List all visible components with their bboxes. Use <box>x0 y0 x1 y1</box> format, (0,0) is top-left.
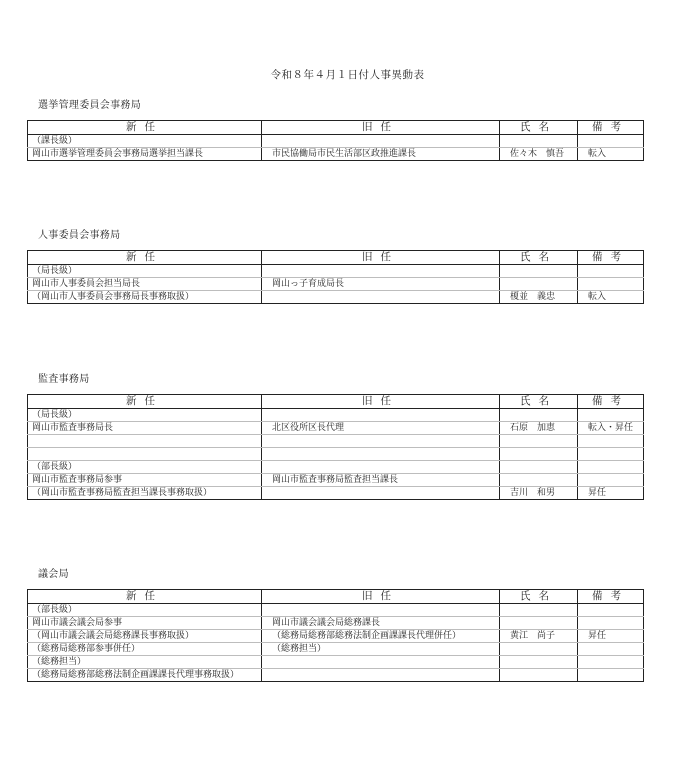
cell-new: （部長級） <box>28 604 262 617</box>
table-header-row <box>28 121 644 135</box>
table-row <box>28 448 644 461</box>
cell-name <box>500 409 578 422</box>
cell-note <box>578 643 644 656</box>
table-header-row <box>28 251 644 265</box>
cell-note <box>578 461 644 474</box>
cell-name <box>500 604 578 617</box>
header-old: 旧任 <box>262 590 500 604</box>
cell-name <box>500 461 578 474</box>
cell-new: 岡山市人事委員会担当局長 <box>28 278 262 291</box>
cell-name <box>500 448 578 461</box>
cell-old: 岡山っ子育成局長 <box>262 278 500 291</box>
table-row <box>28 435 644 448</box>
cell-new <box>28 448 262 461</box>
roster-table-audit <box>27 394 644 500</box>
cell-new: （岡山市監査事務局監査担当課長事務取扱） <box>28 487 262 500</box>
table-header-row <box>28 590 644 604</box>
cell-name <box>500 135 578 148</box>
table-row <box>28 135 644 148</box>
cell-new: （総務担当） <box>28 656 262 669</box>
cell-name: 吉川 和男 <box>500 487 578 500</box>
cell-old: 市民協働局市民生活部区政推進課長 <box>262 148 500 161</box>
table-row <box>28 669 644 682</box>
header-new: 新任 <box>28 590 262 604</box>
cell-note <box>578 604 644 617</box>
table-row <box>28 461 644 474</box>
header-note: 備考 <box>578 121 644 135</box>
cell-note <box>578 617 644 630</box>
section-title-election: 選挙管理委員会事務局 <box>38 100 141 111</box>
cell-new: （局長級） <box>28 409 262 422</box>
header-old: 旧任 <box>262 395 500 409</box>
cell-note <box>578 669 644 682</box>
table-row <box>28 474 644 487</box>
table-row <box>28 291 644 304</box>
cell-new: （岡山市議会議会局総務課長事務取扱） <box>28 630 262 643</box>
cell-note <box>578 409 644 422</box>
cell-old <box>262 265 500 278</box>
cell-new: （総務局総務部参事併任） <box>28 643 262 656</box>
table-row <box>28 630 644 643</box>
cell-note: 昇任 <box>578 630 644 643</box>
cell-note: 昇任 <box>588 488 607 498</box>
table-row <box>28 487 644 500</box>
cell-note <box>578 474 644 487</box>
cell-new: （局長級） <box>28 265 262 278</box>
cell-name <box>500 656 578 669</box>
cell-note <box>578 448 644 461</box>
roster-table-personnel <box>27 250 644 304</box>
cell-note <box>578 265 644 278</box>
cell-new: 岡山市選挙管理委員会事務局選挙担当課長 <box>28 148 262 161</box>
cell-new: 岡山市監査事務局参事 <box>28 474 262 487</box>
cell-note <box>578 135 644 148</box>
header-old: 旧任 <box>262 121 500 135</box>
header-note: 備考 <box>578 251 644 265</box>
cell-old <box>262 135 500 148</box>
header-new: 新任 <box>28 121 262 135</box>
cell-note <box>578 278 644 291</box>
cell-old: 岡山市議会議会局総務課長 <box>262 617 500 630</box>
cell-name <box>500 617 578 630</box>
table-row <box>28 656 644 669</box>
header-name: 氏名 <box>500 251 578 265</box>
header-note: 備考 <box>578 590 644 604</box>
cell-name <box>500 643 578 656</box>
cell-old <box>262 669 500 682</box>
cell-name <box>500 278 578 291</box>
cell-new: （部長級） <box>28 461 262 474</box>
cell-new: （課長級） <box>28 135 262 148</box>
cell-note <box>578 656 644 669</box>
cell-old <box>262 448 500 461</box>
cell-old: 北区役所区長代理 <box>262 422 500 435</box>
cell-new: 岡山市議会議会局参事 <box>28 617 262 630</box>
header-name: 氏名 <box>500 395 578 409</box>
header-new: 新任 <box>28 395 262 409</box>
cell-name <box>500 435 578 448</box>
cell-name: 石原 加恵 <box>500 422 578 435</box>
table-row <box>28 422 644 435</box>
document-title: 令和８年４月１日付人事異動表 <box>270 69 425 81</box>
cell-old <box>262 461 500 474</box>
header-name: 氏名 <box>500 590 578 604</box>
cell-name: 黄江 尚子 <box>500 630 578 643</box>
table-row <box>28 604 644 617</box>
cell-old <box>262 435 500 448</box>
cell-name: 榎並 義忠 <box>500 291 578 304</box>
cell-old <box>262 409 500 422</box>
header-old: 旧任 <box>262 251 500 265</box>
table-row <box>28 617 644 630</box>
table-row <box>28 409 644 422</box>
table-row <box>28 278 644 291</box>
cell-old <box>262 487 500 500</box>
cell-old <box>262 291 500 304</box>
header-note: 備考 <box>578 395 644 409</box>
cell-name <box>500 474 578 487</box>
cell-note: 転入・昇任 <box>578 422 644 435</box>
cell-new: 岡山市監査事務局長 <box>28 422 262 435</box>
section-title-audit: 監査事務局 <box>38 374 90 385</box>
roster-table-election <box>27 120 644 161</box>
cell-note: 転入 <box>588 292 607 302</box>
cell-new: （岡山市人事委員会事務局長事務取扱） <box>28 291 262 304</box>
section-title-personnel: 人事委員会事務局 <box>38 230 121 241</box>
cell-name: 佐々木 慎吾 <box>500 148 578 161</box>
cell-new <box>28 435 262 448</box>
cell-old <box>262 656 500 669</box>
cell-name <box>500 265 578 278</box>
table-row <box>28 148 644 161</box>
section-title-assembly: 議会局 <box>38 569 69 580</box>
roster-table-assembly <box>27 589 644 682</box>
cell-old: （総務局総務部総務法制企画課課長代理併任） <box>262 630 500 643</box>
table-row <box>28 265 644 278</box>
cell-name <box>500 669 578 682</box>
table-header-row <box>28 395 644 409</box>
table-row <box>28 643 644 656</box>
cell-new: （総務局総務部総務法制企画課課長代理事務取扱） <box>28 669 262 682</box>
cell-old <box>262 604 500 617</box>
header-new: 新任 <box>28 251 262 265</box>
cell-old: （総務担当） <box>262 643 500 656</box>
header-name: 氏名 <box>500 121 578 135</box>
cell-note: 転入 <box>588 149 607 159</box>
cell-note <box>578 435 644 448</box>
cell-old: 岡山市監査事務局監査担当課長 <box>262 474 500 487</box>
